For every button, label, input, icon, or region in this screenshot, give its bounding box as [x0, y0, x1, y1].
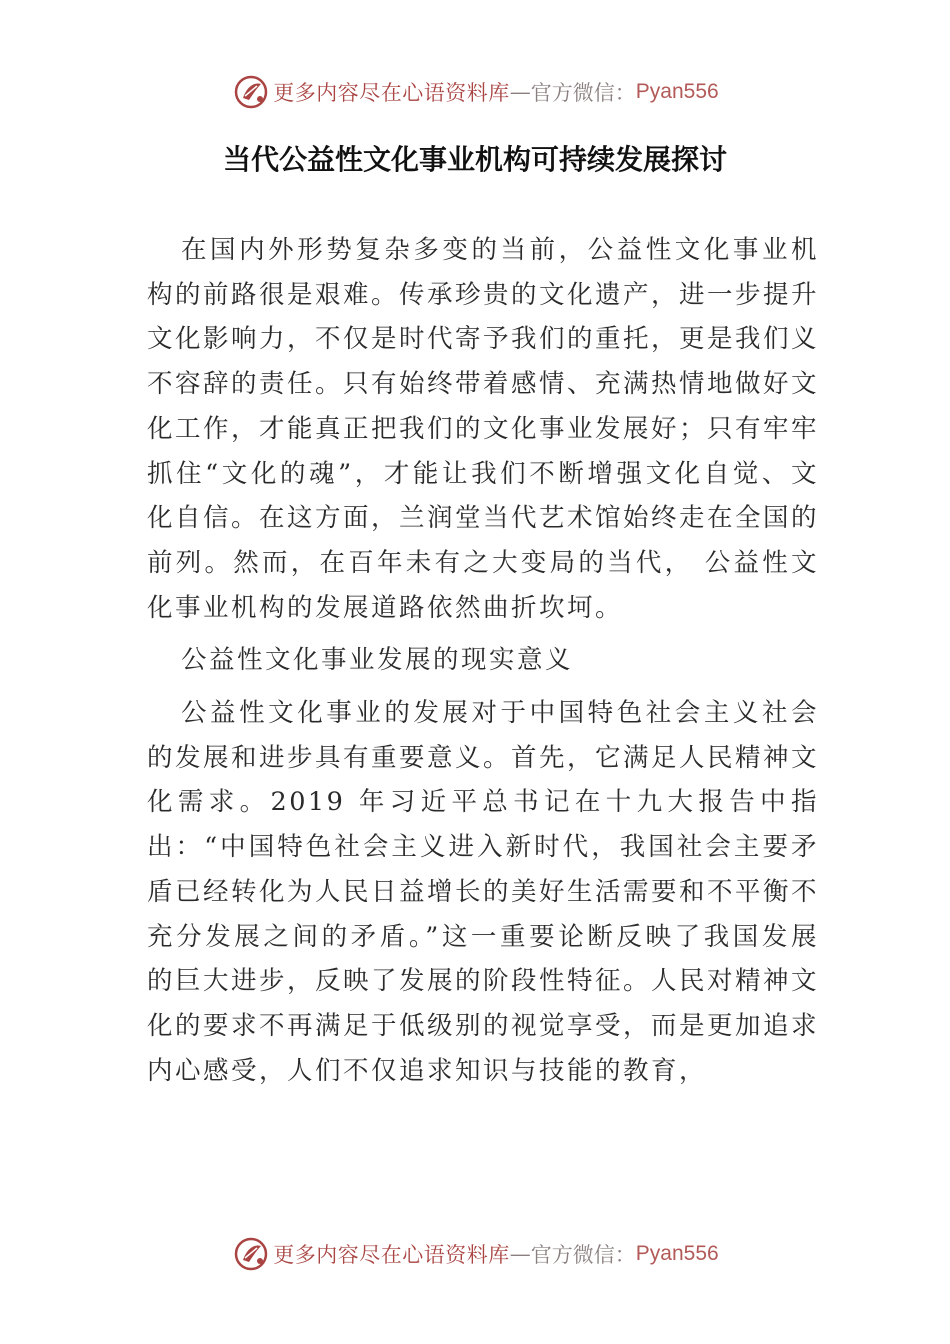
watermark-wechat-label: 官方微信：: [530, 1243, 636, 1267]
watermark-text: 更多内容尽在心语资料库: [273, 81, 510, 105]
watermark-wechat-id: Pyan556: [635, 80, 719, 103]
watermark-wechat-id: Pyan556: [635, 1242, 719, 1265]
document-title: 当代公益性文化事业机构可持续发展探讨: [222, 143, 727, 176]
paragraph: 在国内外形势复杂多变的当前，公益性文化事业机构的前路很是艰难。传承珍贵的文化遗产，进一步提升文化影响力，不仅是时代寄予我们的重托，更是我们义不容辞的责任。只有始终带着感情、充满热情地做好文化工作，才能真正把我们的文化事业发展好；只有牢牢抓住“文化的魂”，才能让我们不断增强文化自觉、文化自信。在这方面，兰润堂当代艺术馆始终走在全国的前列。然而，在百年未有之大变局的当代， 公益性文化事业机构的发展道路依然曲折坎坷。: [147, 235, 820, 623]
footer-watermark: [0, 1232, 950, 1276]
brand-logo-icon: [231, 72, 271, 112]
document-body: [147, 228, 819, 1093]
watermark-separator: —: [509, 1242, 531, 1266]
watermark-text: 更多内容尽在心语资料库: [273, 1243, 510, 1267]
paragraph: 公益性文化事业的发展对于中国特色社会主义社会的发展和进步具有重要意义。首先，它满足人民精神文化需求。2019 年习近平总书记在十九大报告中指出：“中国特色社会主义进入新时代，我国社会主要矛盾已经转化为人民日益增长的美好生活需要和不平衡不充分发展之间的矛盾。”这一重要论断反映了我国发展的巨大进步，反映了发展的阶段性特征。人民对精神文化的要求不再满足于低级别的视觉享受，而是更加追求内心感受，人们不仅追求知识与技能的教育，: [147, 698, 820, 1086]
brand-logo-icon: [231, 1234, 271, 1274]
section-heading: 公益性文化事业发展的现实意义: [181, 645, 574, 676]
watermark-wechat-label: 官方微信：: [530, 81, 636, 105]
watermark-separator: —: [509, 80, 531, 104]
header-watermark: [0, 70, 950, 114]
